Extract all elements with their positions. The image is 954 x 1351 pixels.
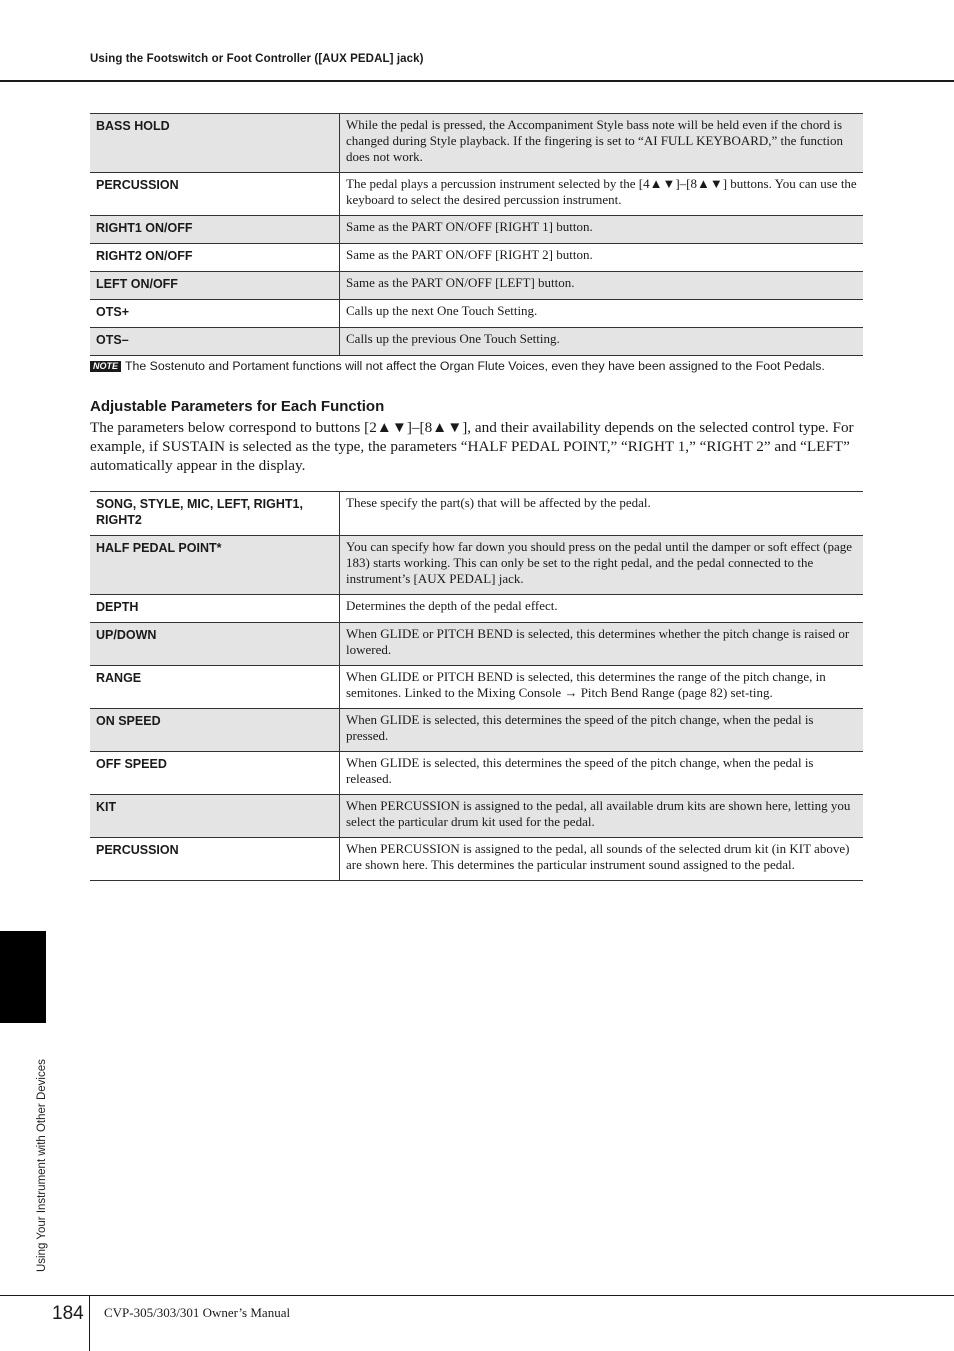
running-header: Using the Footswitch or Foot Controller ([AUX PEDAL] jack)	[90, 53, 424, 65]
table-row	[90, 272, 863, 300]
parameter-name: RANGE	[90, 666, 340, 709]
table-row	[90, 709, 863, 752]
function-name: RIGHT1 ON/OFF	[90, 216, 340, 244]
parameter-desc: When GLIDE or PITCH BEND is selected, this determines the range of the pitch change, in semitones. Linked to the Mixing Console → Pitch Bend Range (page 82) set-ting.	[340, 666, 864, 709]
function-name: LEFT ON/OFF	[90, 272, 340, 300]
function-name: BASS HOLD	[90, 114, 340, 173]
table-row	[90, 795, 863, 838]
parameter-desc: You can specify how far down you should press on the pedal until the damper or soft effect (page 183) starts working. This can only be set to the right pedal, and the pedal connected to the instrument’s [AUX PEDAL] jack.	[340, 536, 864, 595]
parameter-desc: When GLIDE or PITCH BEND is selected, this determines whether the pitch change is raised or lowered.	[340, 623, 864, 666]
table-row	[90, 838, 863, 881]
note	[90, 359, 890, 373]
page-number: 184	[52, 1303, 84, 1324]
table-row	[90, 595, 863, 623]
parameter-name: OFF SPEED	[90, 752, 340, 795]
parameter-name: DEPTH	[90, 595, 340, 623]
parameter-desc: Determines the depth of the pedal effect.	[340, 595, 864, 623]
parameter-desc: When GLIDE is selected, this determines the speed of the pitch change, when the pedal is released.	[340, 752, 864, 795]
manual-title: CVP-305/303/301 Owner’s Manual	[104, 1305, 291, 1320]
table-row	[90, 244, 863, 272]
chapter-label: Using Your Instrument with Other Devices	[36, 1059, 48, 1272]
table-row	[90, 623, 863, 666]
header-rule	[0, 80, 954, 82]
function-desc: Same as the PART ON/OFF [RIGHT 2] button.	[340, 244, 864, 272]
function-desc: Same as the PART ON/OFF [LEFT] button.	[340, 272, 864, 300]
parameter-name: KIT	[90, 795, 340, 838]
function-desc: The pedal plays a percussion instrument selected by the [4▲▼]–[8▲▼] buttons. You can use the keyboard to select the desired percussion instrument.	[340, 173, 864, 216]
function-desc: Calls up the previous One Touch Setting.	[340, 328, 864, 356]
footer-divider	[89, 1295, 90, 1351]
parameter-name: ON SPEED	[90, 709, 340, 752]
chapter-tab	[0, 931, 46, 1023]
functions-table	[90, 113, 863, 356]
table-row	[90, 536, 863, 595]
parameter-desc: When PERCUSSION is assigned to the pedal, all available drum kits are shown here, letting you select the particular drum kit used for the pedal.	[340, 795, 864, 838]
parameter-name: SONG, STYLE, MIC, LEFT, RIGHT1, RIGHT2	[90, 492, 340, 536]
section-title: Adjustable Parameters for Each Function	[90, 398, 385, 415]
table-row	[90, 300, 863, 328]
table-row	[90, 173, 863, 216]
table-row	[90, 328, 863, 356]
footer-rule	[0, 1295, 954, 1296]
function-name: PERCUSSION	[90, 173, 340, 216]
table-row	[90, 752, 863, 795]
table-row	[90, 492, 863, 536]
parameter-desc: These specify the part(s) that will be affected by the pedal.	[340, 492, 864, 536]
function-desc: Calls up the next One Touch Setting.	[340, 300, 864, 328]
note-icon: NOTE	[90, 361, 121, 372]
parameters-table	[90, 491, 863, 881]
parameter-desc: When PERCUSSION is assigned to the pedal, all sounds of the selected drum kit (in KIT above) are shown here. This determines the particular instrument sound assigned to the pedal.	[340, 838, 864, 881]
note-text: The Sostenuto and Portament functions will not affect the Organ Flute Voices, even they have been assigned to the Foot Pedals.	[125, 359, 825, 373]
function-desc: While the pedal is pressed, the Accompaniment Style bass note will be held even if the chord is changed during Style playback. If the fingering is set to “AI FULL KEYBOARD,” the function does not work.	[340, 114, 864, 173]
parameter-name: PERCUSSION	[90, 838, 340, 881]
table-row	[90, 114, 863, 173]
parameter-name: UP/DOWN	[90, 623, 340, 666]
function-name: OTS+	[90, 300, 340, 328]
function-name: RIGHT2 ON/OFF	[90, 244, 340, 272]
function-desc: Same as the PART ON/OFF [RIGHT 1] button.	[340, 216, 864, 244]
parameter-name: HALF PEDAL POINT*	[90, 536, 340, 595]
function-name: OTS–	[90, 328, 340, 356]
section-body: The parameters below correspond to buttons [2▲▼]–[8▲▼], and their availability depends on the selected control type. For example, if SUSTAIN is selected as the type, the parameters “HALF PEDAL POINT,” “RIGHT 1,” “RIGHT 2” and “LEFT” automatically appear in the display.	[90, 419, 854, 474]
table-row	[90, 216, 863, 244]
parameter-desc: When GLIDE is selected, this determines the speed of the pitch change, when the pedal is pressed.	[340, 709, 864, 752]
table-row	[90, 666, 863, 709]
